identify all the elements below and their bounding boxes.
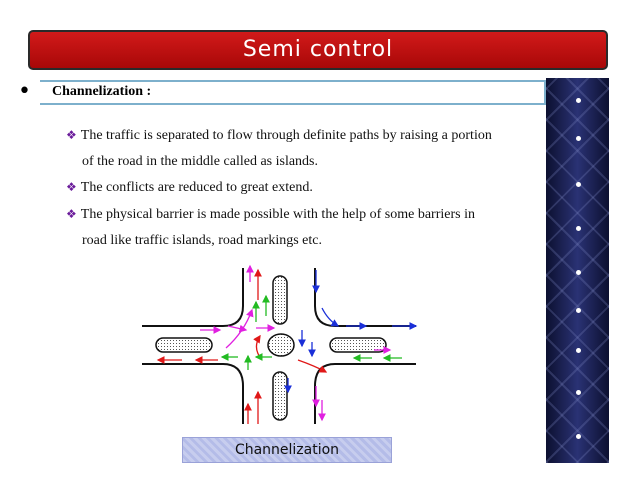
bullet-text-continued: road like traffic islands, road markings etc. bbox=[82, 233, 322, 248]
slide-title: Semi control bbox=[28, 30, 608, 70]
panel-dot-icon bbox=[576, 270, 581, 275]
section-heading: Channelization : bbox=[52, 84, 152, 99]
bullet-text-continued: of the road in the middle called as islands. bbox=[82, 154, 318, 169]
panel-dot-icon bbox=[576, 136, 581, 141]
figure-caption: Channelization bbox=[182, 437, 392, 463]
bullet-item bbox=[66, 174, 536, 201]
section-bullet-icon: • bbox=[18, 79, 31, 104]
decorative-side-panel bbox=[546, 78, 609, 463]
bullet-item bbox=[66, 122, 536, 175]
panel-dot-icon bbox=[576, 182, 581, 187]
bullet-text: The physical barrier is made possible with the help of some barriers in bbox=[80, 207, 475, 222]
panel-dot-icon bbox=[576, 348, 581, 353]
traffic-islands bbox=[156, 276, 386, 420]
panel-dot-icon bbox=[576, 98, 581, 103]
panel-dot-icon bbox=[576, 390, 581, 395]
bullet-text: The conflicts are reduced to great extend. bbox=[80, 180, 313, 195]
panel-dot-icon bbox=[576, 226, 581, 231]
diamond-bullet-icon: ❖ bbox=[66, 128, 77, 142]
diamond-bullet-icon: ❖ bbox=[66, 207, 77, 221]
diamond-bullet-icon: ❖ bbox=[66, 180, 77, 194]
green-arrows bbox=[222, 296, 402, 370]
channelization-diagram bbox=[140, 262, 420, 430]
bullet-item bbox=[66, 201, 536, 254]
blue-arrows bbox=[288, 270, 416, 392]
bullet-text: The traffic is separated to flow through definite paths by raising a portion bbox=[80, 128, 492, 143]
panel-dot-icon bbox=[576, 434, 581, 439]
panel-dot-icon bbox=[576, 308, 581, 313]
